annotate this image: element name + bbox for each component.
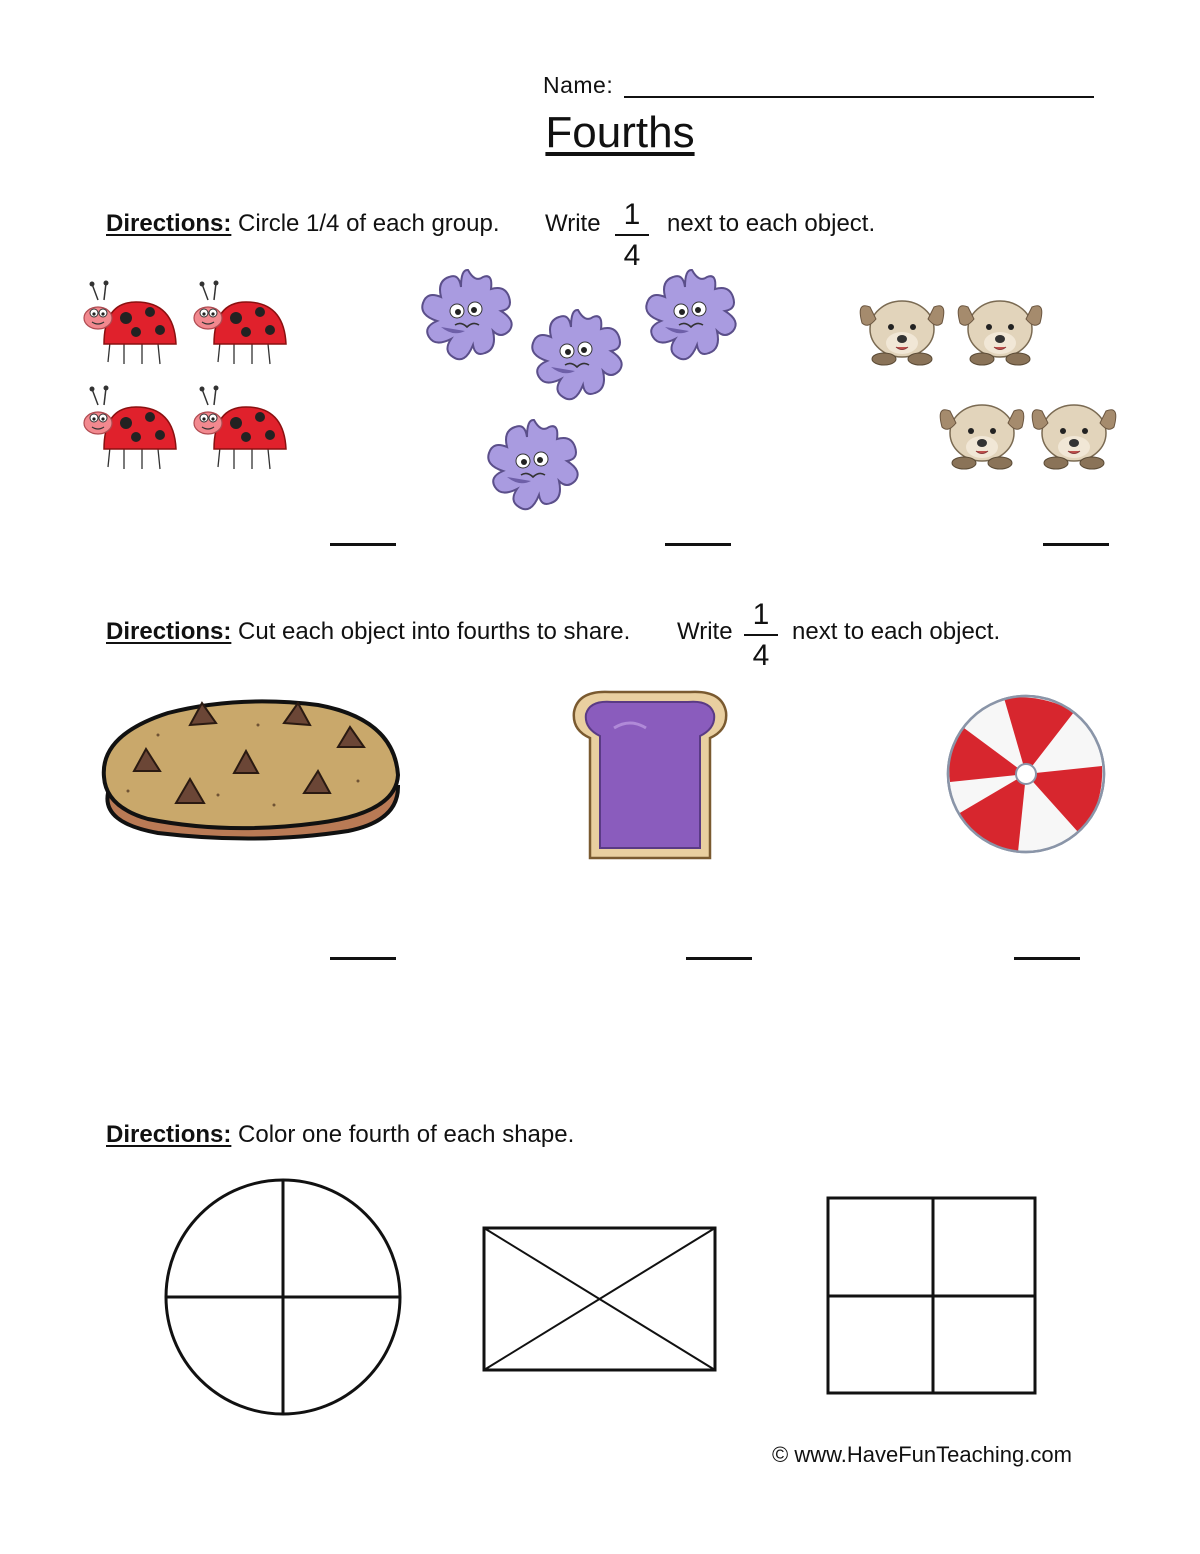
after-text: next to each object.: [792, 618, 1001, 645]
square-in-fourths[interactable]: [826, 1196, 1038, 1396]
write-label: Write: [677, 618, 733, 645]
copyright-text: © www.HaveFunTeaching.com: [772, 1442, 1072, 1467]
fraction-bar: [744, 634, 778, 636]
fraction-one-fourth: [744, 600, 778, 671]
section1-directions: [106, 210, 500, 238]
directions-text: Color one fourth of each shape.: [238, 1121, 575, 1148]
name-field-line[interactable]: [624, 96, 1094, 98]
page-title: Fourths: [545, 108, 695, 157]
toast-picture: [570, 688, 730, 860]
name-label: Name:: [543, 72, 614, 98]
answer-blank-beach-ball[interactable]: [1014, 957, 1080, 960]
fraction-numerator: 1: [623, 198, 641, 231]
directions-label: Directions:: [106, 1121, 232, 1148]
directions-text: Circle 1/4 of each group.: [238, 210, 500, 237]
answer-blank-puppies[interactable]: [1043, 543, 1109, 546]
section3-directions: [106, 1121, 574, 1149]
puppy-group: [850, 285, 1140, 485]
ladybug-group: [75, 280, 315, 480]
fraction-denominator: 4: [752, 639, 770, 672]
answer-blank-toast[interactable]: [686, 957, 752, 960]
fraction-denominator: 4: [623, 239, 641, 272]
directions-text: Cut each object into fourths to share.: [238, 618, 631, 645]
directions-label: Directions:: [106, 618, 232, 645]
beach-ball-picture: [944, 692, 1108, 856]
germ-group: [405, 265, 765, 535]
fraction-one-fourth: [615, 200, 649, 271]
rectangle-in-fourths-diagonal[interactable]: [482, 1226, 718, 1372]
answer-blank-cookie[interactable]: [330, 957, 396, 960]
section2-directions: [106, 618, 630, 646]
write-label: Write: [545, 210, 601, 237]
answer-blank-ladybugs[interactable]: [330, 543, 396, 546]
fraction-numerator: 1: [752, 598, 770, 631]
fraction-bar: [615, 234, 649, 236]
circle-in-fourths[interactable]: [164, 1183, 404, 1413]
answer-blank-germs[interactable]: [665, 543, 731, 546]
cookie-picture: [98, 695, 408, 845]
directions-label: Directions:: [106, 210, 232, 237]
after-text: next to each object.: [667, 210, 876, 237]
